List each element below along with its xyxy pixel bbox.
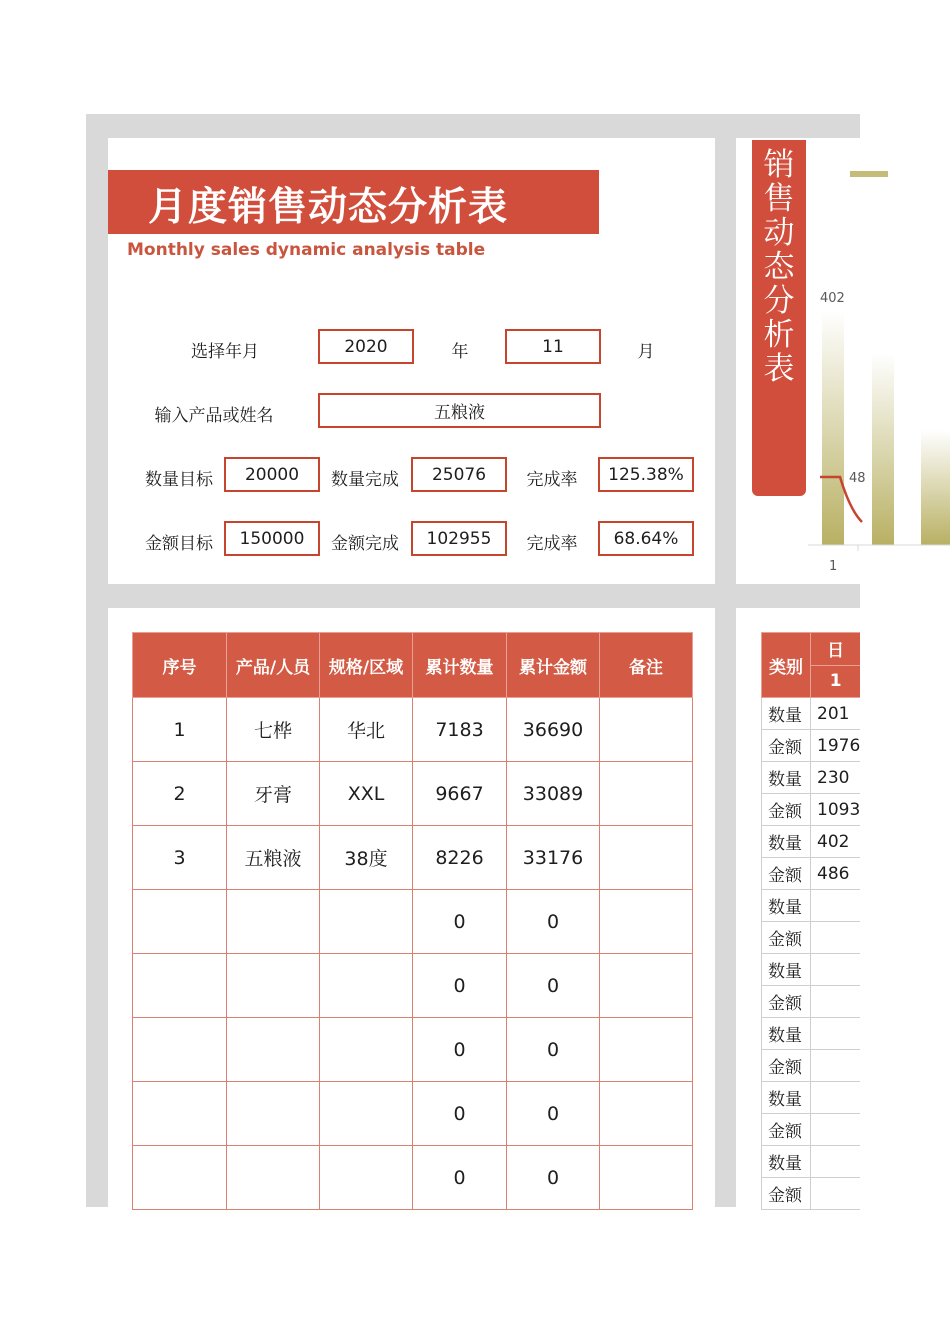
value-cell: 1976 [811, 730, 861, 762]
table-row [133, 826, 693, 890]
qty-rate-label: 完成率 [526, 470, 578, 490]
table-row [133, 1146, 693, 1210]
cell-remark[interactable] [600, 1082, 693, 1146]
daily-row [762, 794, 861, 826]
value-cell [811, 1146, 861, 1178]
qty-target-label: 数量目标 [145, 470, 213, 490]
page-subtitle: Monthly sales dynamic analysis table [127, 240, 486, 260]
table-row [133, 1018, 693, 1082]
amount-rate-label: 完成率 [526, 534, 578, 554]
value-cell: 230 [811, 762, 861, 794]
cell-serial[interactable]: 3 [133, 826, 227, 890]
daily-sales-chart [806, 140, 950, 580]
category-cell: 金额 [762, 730, 811, 762]
daily-row [762, 1018, 861, 1050]
cell-remark[interactable] [600, 826, 693, 890]
qty-rate-field: 125.38% [598, 457, 694, 492]
chart-x-tick: 1 [829, 559, 838, 574]
product-name-label: 输入产品或姓名 [154, 406, 274, 426]
cell-serial[interactable] [133, 954, 227, 1018]
cell-total-qty: 0 [413, 954, 507, 1018]
cell-total-amount: 0 [507, 954, 600, 1018]
cell-spec[interactable] [320, 890, 413, 954]
daily-row [762, 986, 861, 1018]
category-cell: 金额 [762, 922, 811, 954]
value-cell [811, 1178, 861, 1210]
cell-spec[interactable] [320, 1018, 413, 1082]
cell-remark[interactable] [600, 890, 693, 954]
cell-total-amount: 0 [507, 1082, 600, 1146]
cell-spec[interactable] [320, 1082, 413, 1146]
cell-remark[interactable] [600, 954, 693, 1018]
value-cell: 486 [811, 858, 861, 890]
cell-spec[interactable] [320, 1146, 413, 1210]
page-title: 月度销售动态分析表 [148, 185, 509, 230]
year-unit-label: 年 [451, 342, 469, 362]
amount-done-label: 金额完成 [331, 534, 399, 554]
daily-row [762, 1178, 861, 1210]
product-name-input[interactable]: 五粮液 [318, 393, 601, 428]
sheet-edge-mask [860, 600, 950, 1344]
cell-serial[interactable]: 1 [133, 698, 227, 762]
category-header: 类别 [762, 633, 811, 698]
cell-total-qty: 0 [413, 1082, 507, 1146]
value-cell [811, 1114, 861, 1146]
category-cell: 金额 [762, 1114, 811, 1146]
month-unit-label: 月 [637, 342, 655, 362]
cell-total-qty: 8226 [413, 826, 507, 890]
year-input[interactable]: 2020 [318, 329, 414, 364]
cell-spec[interactable] [320, 954, 413, 1018]
cell-spec[interactable]: 38度 [320, 826, 413, 890]
cell-product[interactable] [227, 1018, 320, 1082]
side-title-banner [752, 140, 806, 496]
cell-total-qty: 7183 [413, 698, 507, 762]
cell-remark[interactable] [600, 1018, 693, 1082]
cell-product[interactable]: 七桦 [227, 698, 320, 762]
select-month-label: 选择年月 [191, 342, 259, 362]
cell-total-qty: 0 [413, 1018, 507, 1082]
cell-total-amount: 0 [507, 1146, 600, 1210]
daily-row [762, 1050, 861, 1082]
table-row [133, 1082, 693, 1146]
value-cell [811, 1050, 861, 1082]
cell-remark[interactable] [600, 698, 693, 762]
cell-product[interactable] [227, 954, 320, 1018]
cell-product[interactable]: 牙膏 [227, 762, 320, 826]
cell-total-amount: 0 [507, 890, 600, 954]
chart-value-label: 402 [820, 291, 845, 306]
cell-total-amount: 33089 [507, 762, 600, 826]
table-row [133, 954, 693, 1018]
cell-serial[interactable] [133, 1082, 227, 1146]
daily-row [762, 762, 861, 794]
cell-remark[interactable] [600, 1146, 693, 1210]
value-cell [811, 890, 861, 922]
side-title: 销售动态分析表 [763, 147, 795, 387]
qty-done-field: 25076 [411, 457, 507, 492]
daily-row [762, 1114, 861, 1146]
chart-bar [872, 353, 894, 545]
category-cell: 数量 [762, 1082, 811, 1114]
daily-row [762, 698, 861, 730]
chart-bar [921, 430, 950, 545]
header-total-qty: 累计数量 [413, 633, 507, 698]
category-cell: 金额 [762, 1178, 811, 1210]
value-cell [811, 986, 861, 1018]
header-spec: 规格/区域 [320, 633, 413, 698]
header-total-amount: 累计金额 [507, 633, 600, 698]
chart-value-label: 48 [849, 471, 866, 486]
amount-target-label: 金额目标 [145, 534, 213, 554]
daily-header-row [762, 633, 861, 666]
cell-serial[interactable]: 2 [133, 762, 227, 826]
qty-target-field[interactable]: 20000 [224, 457, 320, 492]
daily-row [762, 858, 861, 890]
category-cell: 金额 [762, 858, 811, 890]
value-cell [811, 1082, 861, 1114]
category-cell: 金额 [762, 986, 811, 1018]
daily-row [762, 922, 861, 954]
cell-product[interactable]: 五粮液 [227, 826, 320, 890]
qty-done-label: 数量完成 [331, 470, 399, 490]
chart-bar [822, 310, 844, 545]
value-cell: 1093 [811, 794, 861, 826]
cell-product[interactable] [227, 1082, 320, 1146]
daily-row [762, 1146, 861, 1178]
daily-row [762, 1082, 861, 1114]
category-cell: 数量 [762, 826, 811, 858]
category-cell: 数量 [762, 762, 811, 794]
table-header-row [133, 633, 693, 698]
value-cell [811, 1018, 861, 1050]
amount-done-field: 102955 [411, 521, 507, 556]
cell-serial[interactable] [133, 1146, 227, 1210]
amount-rate-field: 68.64% [598, 521, 694, 556]
cell-product[interactable] [227, 1146, 320, 1210]
cell-serial[interactable] [133, 890, 227, 954]
category-cell: 金额 [762, 1050, 811, 1082]
value-cell [811, 954, 861, 986]
daily-row [762, 730, 861, 762]
category-cell: 数量 [762, 890, 811, 922]
category-cell: 数量 [762, 954, 811, 986]
cell-remark[interactable] [600, 762, 693, 826]
category-cell: 数量 [762, 698, 811, 730]
sales-summary-table [132, 632, 693, 1210]
value-cell: 201 [811, 698, 861, 730]
cell-product[interactable] [227, 890, 320, 954]
daily-row [762, 954, 861, 986]
value-cell [811, 922, 861, 954]
cell-spec[interactable]: XXL [320, 762, 413, 826]
daily-row [762, 826, 861, 858]
amount-target-field[interactable]: 150000 [224, 521, 320, 556]
category-cell: 数量 [762, 1146, 811, 1178]
cell-serial[interactable] [133, 1018, 227, 1082]
daily-detail-table [761, 632, 861, 1210]
category-cell: 数量 [762, 1018, 811, 1050]
cell-total-amount: 33176 [507, 826, 600, 890]
month-input[interactable]: 11 [505, 329, 601, 364]
cell-total-amount: 0 [507, 1018, 600, 1082]
category-cell: 金额 [762, 794, 811, 826]
table-row [133, 698, 693, 762]
day-header: 日 [811, 633, 861, 666]
cell-total-qty: 0 [413, 1146, 507, 1210]
cell-total-amount: 36690 [507, 698, 600, 762]
header-serial: 序号 [133, 633, 227, 698]
value-cell: 402 [811, 826, 861, 858]
daily-row [762, 890, 861, 922]
chart-top-marker [850, 171, 888, 177]
cell-total-qty: 0 [413, 890, 507, 954]
header-remark: 备注 [600, 633, 693, 698]
cell-spec[interactable]: 华北 [320, 698, 413, 762]
cell-total-qty: 9667 [413, 762, 507, 826]
day-number: 1 [811, 665, 861, 698]
table-row [133, 890, 693, 954]
header-product: 产品/人员 [227, 633, 320, 698]
table-row [133, 762, 693, 826]
